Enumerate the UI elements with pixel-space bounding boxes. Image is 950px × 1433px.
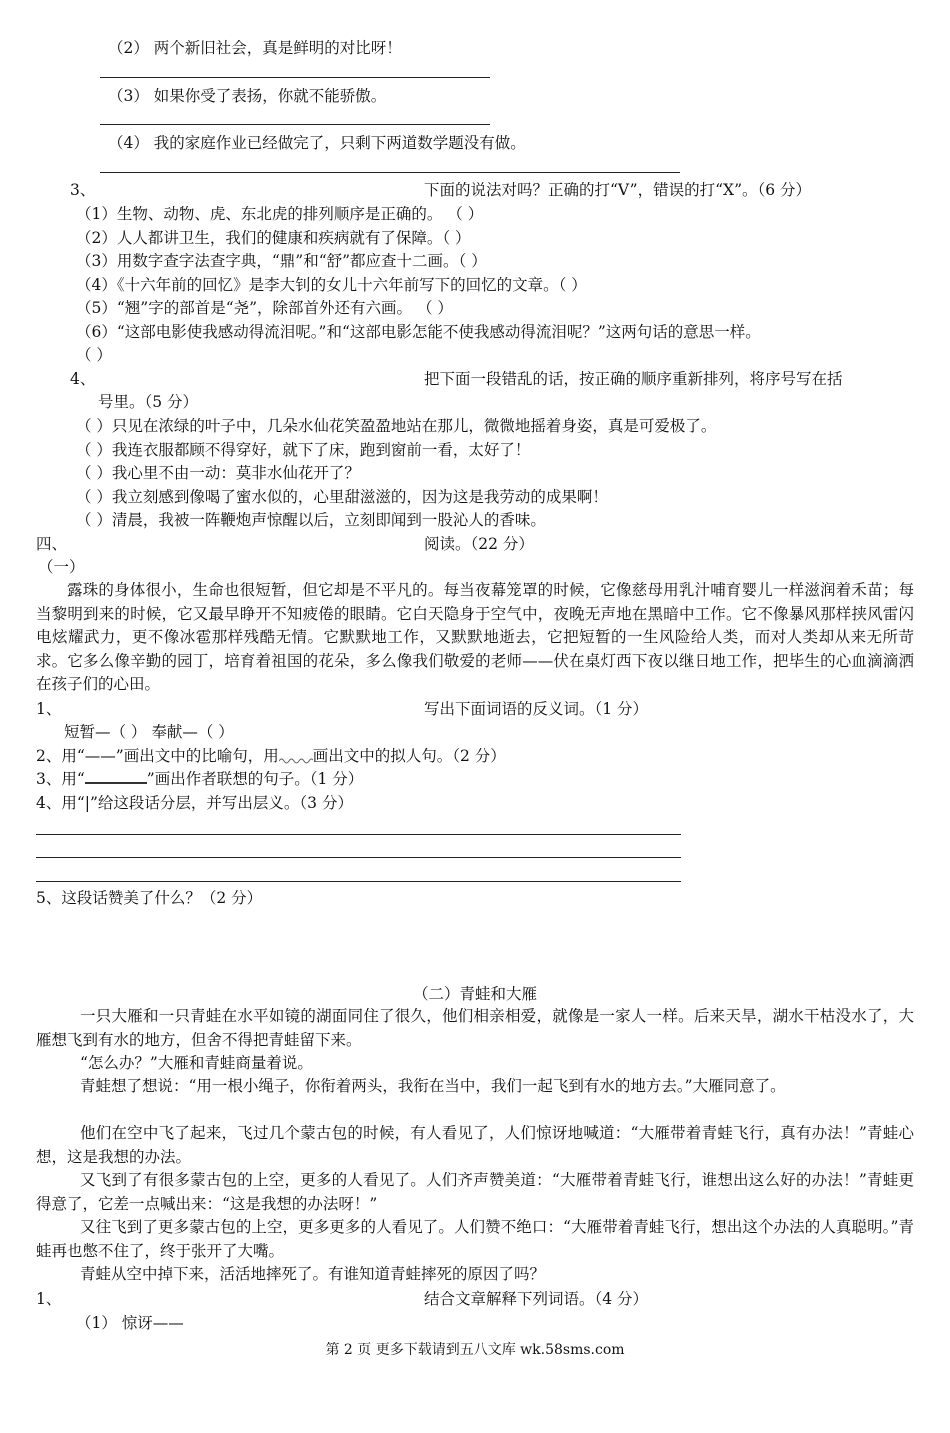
passage-1-label: （一）	[38, 558, 85, 576]
answer-line	[36, 857, 681, 858]
question-3-part-b: ”画出作者联想的句子。（1 分）	[146, 770, 364, 788]
story-question-1-number: 1、	[36, 1290, 62, 1308]
true-false-item: （1）生物、动物、虎、东北虎的排列顺序是正确的。 （ ）	[76, 205, 484, 223]
rewrite-item-3: （3） 如果你受了表扬，你就不能骄傲。	[108, 87, 387, 105]
answer-line	[100, 77, 490, 78]
story-paragraph: 青蛙从空中掉下来，活活地摔死了。有谁知道青蛙摔死的原因了吗？	[80, 1265, 546, 1283]
answer-line	[36, 881, 681, 882]
story-paragraph: 一只大雁和一只青蛙在水平如镜的湖面同住了很久，他们相亲相爱，就像是一家人一样。后来天旱，湖水干枯没水了，大雁想飞到有水的地方，但舍不得把青蛙留下来。	[36, 1007, 914, 1049]
ordering-item: （ ）清晨，我被一阵鞭炮声惊醒以后，立刻即闻到一股沁人的香味。	[76, 511, 546, 529]
true-false-item: （4）《十六年前的回忆》是李大钊的女儿十六年前写下的回忆的文章。（ ）	[76, 276, 587, 294]
question-2-part-b: 画出文中的拟人句。（2 分）	[312, 747, 506, 765]
question-5: 5、这段话赞美了什么？（2 分）	[36, 889, 263, 907]
ordering-item: （ ）我立刻感到像喝了蜜水似的，心里甜滋滋的，因为这是我劳动的成果啊！	[76, 488, 608, 506]
wavy-underline-icon	[279, 754, 313, 764]
story-paragraph: 又往飞到了更多蒙古包的上空，更多更多的人看见了。人们赞不绝口：“大雁带着青蛙飞行，想出这个办法的人真聪明。”青蛙再也憋不住了，终于张开了大嘴。	[36, 1218, 914, 1260]
story-question-1-title: 结合文章解释下列词语。（4 分）	[424, 1290, 649, 1308]
question-3	[36, 769, 363, 789]
double-underline-icon	[85, 770, 147, 784]
story-paragraph: 他们在空中飞了起来，飞过几个蒙古包的时候，有人看见了，人们惊讶地喊道：“大雁带着青蛙飞行，真有办法！”青蛙心想，这是我想的办法。	[36, 1124, 914, 1166]
story-paragraph: “怎么办？”大雁和青蛙商量着说。	[80, 1054, 313, 1072]
ordering-item: （ ）我连衣服都顾不得穿好，就下了床，跑到窗前一看，太好了！	[76, 441, 531, 459]
answer-line	[36, 834, 681, 835]
section-3-title: 下面的说法对吗？正确的打“V”，错误的打“X”。（6 分）	[424, 181, 812, 199]
story-paragraph: 又飞到了有很多蒙古包的上空，更多的人看见了。人们齐声赞美道：“大雁带着青蛙飞行，谁想出这么好的办法！”青蛙更得意了，它差一点喊出来：“这是我想的办法呀！”	[36, 1171, 914, 1213]
rewrite-item-2: （2） 两个新旧社会，真是鲜明的对比呀！	[108, 39, 402, 57]
question-3-part-a: 3、用“	[36, 770, 85, 788]
answer-line	[100, 124, 490, 125]
true-false-item: （6）“这部电影使我感动得流泪呢。”和“这部电影怎能不使我感动得流泪呢？”这两句话的意思一样。	[76, 323, 761, 341]
passage-2-title: （二）青蛙和大雁	[412, 985, 537, 1003]
rewrite-item-4: （4） 我的家庭作业已经做完了，只剩下两道数学题没有做。	[108, 134, 526, 152]
true-false-item: （2）人人都讲卫生，我们的健康和疾病就有了保障。（ ）	[76, 229, 471, 247]
ordering-item: （ ）只见在浓绿的叶子中，几朵水仙花笑盈盈地站在那儿，微微地摇着身姿，真是可爱极了。	[76, 417, 717, 435]
question-1-number: 1、	[36, 700, 62, 718]
section-4-title-cont: 号里。（5 分）	[98, 393, 199, 411]
answer-line	[100, 172, 680, 173]
page-footer: 第 2 页 更多下载请到五八文库 wk.58sms.com	[325, 1342, 625, 1358]
question-1-title: 写出下面词语的反义词。（1 分）	[424, 700, 649, 718]
question-4: 4、用“|”给这段话分层，并写出层义。（3 分）	[36, 794, 353, 812]
true-false-item: （3）用数字查字法查字典，“鼎”和“舒”都应查十二画。（ ）	[76, 252, 487, 270]
antonym-blanks: 短暂—（ ） 奉献—（ ）	[64, 723, 234, 741]
section-4-title: 把下面一段错乱的话，按正确的顺序重新排列，将序号写在括	[424, 370, 843, 388]
question-2	[36, 746, 506, 766]
passage-1-text: 露珠的身体很小，生命也很短暂，但它却是不平凡的。每当夜幕笼罩的时候，它像慈母用乳汁哺育婴儿一样滋润着禾苗；每当黎明到来的时候，它又最早睁开不知疲倦的眼睛。它白天隐身于空气中，夜晚无声地在黑暗中工作。它不像暴风那样挟风雷闪电炫耀武力，更不像冰雹那样残酷无情。它默默地工作，又默默地逝去，它把短暂的一生风险给人类，而对人类却从来无所苛求。它多么像辛勤的园丁，培育着祖国的花朵，多么像我们敬爱的老师——伏在桌灯西下夜以继日地工作，把毕生的心血滴滴洒在孩子们的心田。	[36, 581, 914, 693]
section-4-number: 4、	[70, 370, 96, 388]
reading-section-title: 阅读。（22 分）	[424, 535, 534, 553]
story-question-1-item: （1） 惊讶——	[76, 1314, 184, 1332]
true-false-item: （5）“翘”字的部首是“尧”，除部首外还有六画。 （ ）	[76, 299, 453, 317]
reading-section-number: 四、	[36, 535, 68, 553]
true-false-answer-blank: （ ）	[76, 346, 112, 364]
story-paragraph: 青蛙想了想说：“用一根小绳子，你衔着两头，我衔在当中，我们一起飞到有水的地方去。”大雁同意了。	[80, 1077, 786, 1095]
section-3-number: 3、	[70, 181, 96, 199]
question-2-part-a: 2、用“——”画出文中的比喻句，用	[36, 747, 279, 765]
ordering-item: （ ）我心里不由一动：莫非水仙花开了？	[76, 464, 360, 482]
